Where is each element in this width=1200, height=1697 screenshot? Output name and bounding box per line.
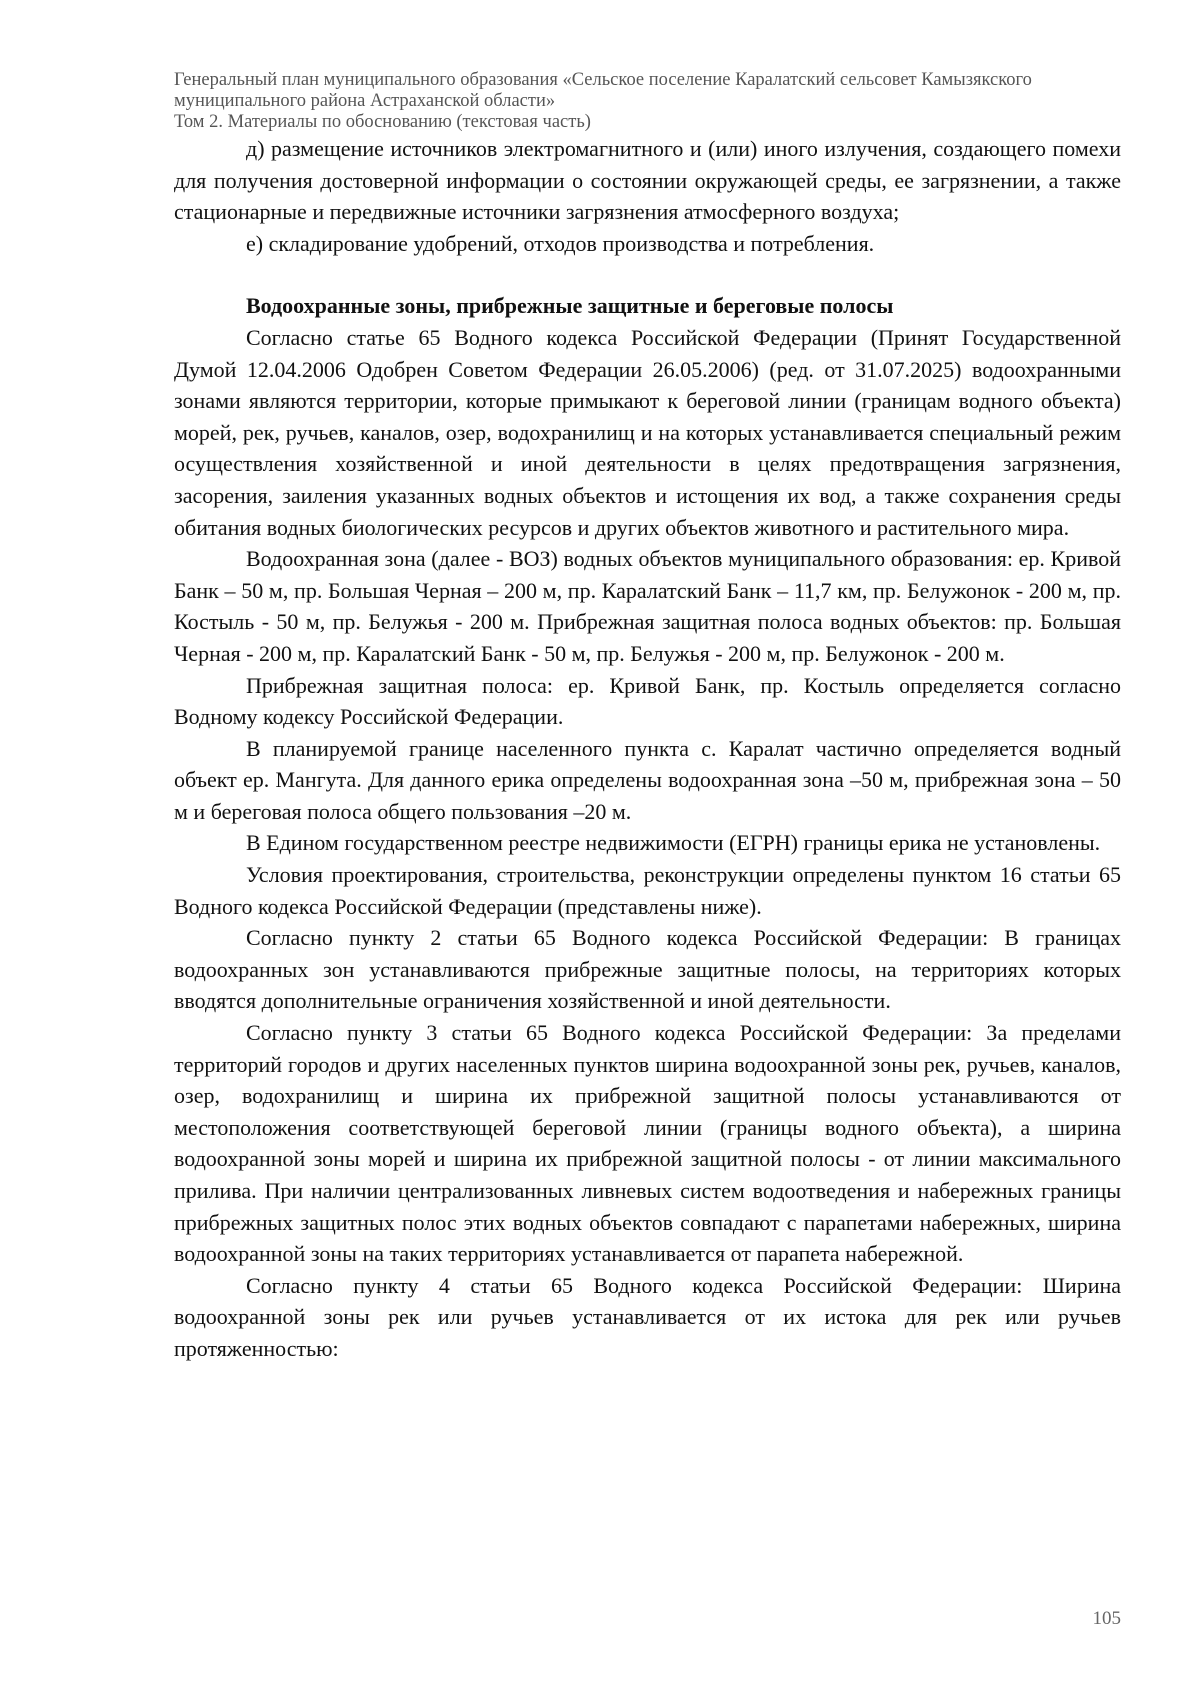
page-number: 105 <box>1092 1608 1121 1629</box>
running-header <box>174 70 1121 133</box>
paragraph-item-d: д) размещение источников электромагнитного и (или) иного излучения, создающего помехи для получения достоверной информации о состоянии окружающей среды, ее загрязнении, а также стационарные и передвижные источники загрязнения атмосферного воздуха; <box>174 136 1121 225</box>
paragraph: В планируемой границе населенного пункта с. Каралат частично определяется водный объект ер. Мангута. Для данного ерика определены водоохранная зона –50 м, прибрежная зона – 50 м и береговая полоса общего пользования –20 м. <box>174 735 1121 824</box>
paragraph: Водоохранная зона (далее - ВОЗ) водных объектов муниципального образования: ер. Кривой Банк – 50 м, пр. Большая Черная – 200 м, пр. Каралатский Банк – 11,7 км, пр. Белужонок - 200 м, пр. Костыль - 50 м, пр. Белужья - 200 м. Прибрежная защитная полоса водных объектов: пр. Большая Черная - 200 м, пр. Каралатский Банк - 50 м, пр. Белужья - 200 м, пр. Белужонок - 200 м. <box>174 546 1121 666</box>
document-body <box>174 133 1121 1365</box>
paragraph: Согласно пункту 2 статьи 65 Водного кодекса Российской Федерации: В границах водоохранных зон устанавливаются прибрежные защитные полосы, на территориях которых вводятся дополнительные ограничения хозяйственной и иной деятельности. <box>174 925 1121 1014</box>
header-line-2: муниципального района Астраханской области» <box>174 91 556 111</box>
section-heading: Водоохранные зоны, прибрежные защитные и береговые полосы <box>246 293 894 319</box>
paragraph: Прибрежная защитная полоса: ер. Кривой Банк, пр. Костыль определяется согласно Водному кодексу Российской Федерации. <box>174 672 1121 730</box>
paragraph-item-e: е) складирование удобрений, отходов производства и потребления. <box>246 230 875 256</box>
header-line-3: Том 2. Материалы по обоснованию (текстовая часть) <box>174 112 591 132</box>
paragraph: В Едином государственном реестре недвижимости (ЕГРН) границы ерика не установлены. <box>246 830 1101 856</box>
header-line-1: Генеральный план муниципального образования «Сельское поселение Каралатский сельсовет Камызякского <box>174 70 1032 90</box>
document-page <box>174 70 1121 1365</box>
paragraph: Условия проектирования, строительства, реконструкции определены пунктом 16 статьи 65 Водного кодекса Российской Федерации (представлены ниже). <box>174 862 1121 919</box>
paragraph: Согласно пункту 3 статьи 65 Водного кодекса Российской Федерации: За пределами территорий городов и других населенных пунктов ширина водоохранной зоны рек, ручьев, каналов, озер, водохранилищ и ширина их прибрежной защитной полосы устанавливаются от местоположения соответствующей береговой линии (границы водного объекта), а ширина водоохранной зоны морей и ширина их прибрежной защитной полосы - от линии максимального прилива. При наличии централизованных ливневых систем водоотведения и набережных границы прибрежных защитных полос этих водных объектов совпадают с парапетами набережных, ширина водоохранной зоны на таких территориях устанавливается от парапета набережной. <box>174 1020 1121 1267</box>
paragraph: Согласно статье 65 Водного кодекса Российской Федерации (Принят Государственной Думой 12.04.2006 Одобрен Советом Федерации 26.05.2006) (ред. от 31.07.2025) водоохранными зонами являются территории, которые примыкают к береговой линии (границам водного объекта) морей, рек, ручьев, каналов, озер, водохранилищ и на которых устанавливается специальный режим осуществления хозяйственной и иной деятельности в целях предотвращения загрязнения, засорения, заиления указанных водных объектов и истощения их вод, а также сохранения среды обитания водных биологических ресурсов и других объектов животного и растительного мира. <box>174 324 1121 540</box>
paragraph: Согласно пункту 4 статьи 65 Водного кодекса Российской Федерации: Ширина водоохранной зоны рек или ручьев устанавливается от их истока для рек или ручьев протяженностью: <box>174 1272 1121 1361</box>
